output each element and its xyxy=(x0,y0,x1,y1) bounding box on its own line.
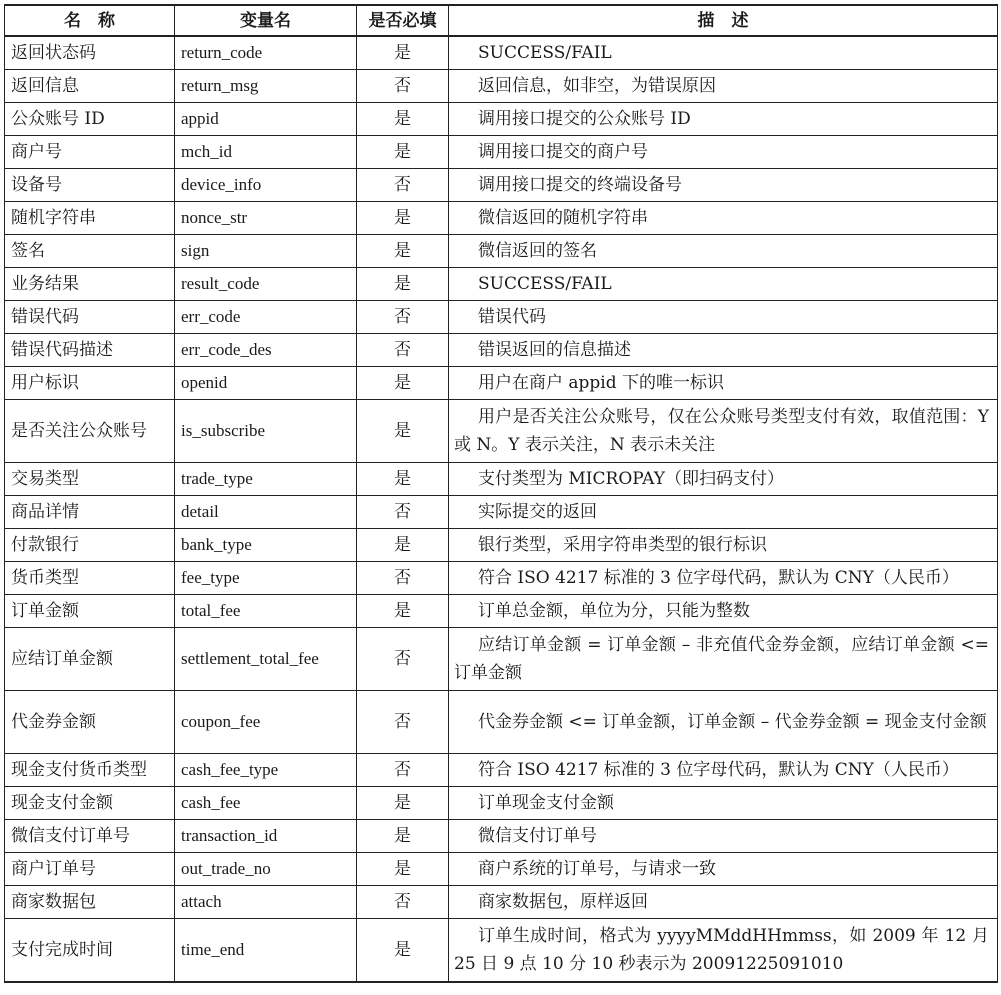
cell-description: 银行类型，采用字符串类型的银行标识 xyxy=(449,529,998,562)
cell-description: 订单现金支付金额 xyxy=(449,787,998,820)
cell-variable: cash_fee_type xyxy=(175,754,357,787)
cell-variable: appid xyxy=(175,103,357,136)
table-row xyxy=(5,628,998,691)
cell-description: 调用接口提交的商户号 xyxy=(449,136,998,169)
cell-required: 否 xyxy=(357,301,449,334)
cell-required: 否 xyxy=(357,70,449,103)
cell-variable: return_code xyxy=(175,36,357,70)
cell-name: 错误代码 xyxy=(5,301,175,334)
header-variable: 变量名 xyxy=(175,5,357,36)
cell-required: 是 xyxy=(357,235,449,268)
cell-name: 是否关注公众账号 xyxy=(5,400,175,463)
table-row xyxy=(5,400,998,463)
cell-required: 是 xyxy=(357,919,449,983)
table-row xyxy=(5,70,998,103)
cell-name: 商户订单号 xyxy=(5,853,175,886)
cell-variable: transaction_id xyxy=(175,820,357,853)
cell-description: 支付类型为 MICROPAY（即扫码支付） xyxy=(449,463,998,496)
cell-name: 返回状态码 xyxy=(5,36,175,70)
cell-variable: return_msg xyxy=(175,70,357,103)
cell-required: 否 xyxy=(357,334,449,367)
table-row xyxy=(5,562,998,595)
cell-variable: coupon_fee xyxy=(175,691,357,754)
cell-variable: err_code_des xyxy=(175,334,357,367)
cell-name: 设备号 xyxy=(5,169,175,202)
cell-name: 业务结果 xyxy=(5,268,175,301)
header-description: 描 述 xyxy=(449,5,998,36)
cell-name: 随机字符串 xyxy=(5,202,175,235)
cell-required: 是 xyxy=(357,136,449,169)
header-row xyxy=(5,5,998,36)
table-row xyxy=(5,301,998,334)
table-row xyxy=(5,529,998,562)
cell-description: 应结订单金额 = 订单金额 – 非充值代金券金额，应结订单金额 <= 订单金额 xyxy=(449,628,998,691)
table-body xyxy=(5,36,998,982)
table-row xyxy=(5,754,998,787)
cell-description: 用户是否关注公众账号，仅在公众账号类型支付有效，取值范围：Y 或 N。Y 表示关注，N 表示未关注 xyxy=(449,400,998,463)
cell-name: 代金券金额 xyxy=(5,691,175,754)
cell-required: 是 xyxy=(357,268,449,301)
cell-name: 现金支付货币类型 xyxy=(5,754,175,787)
cell-description: 微信返回的随机字符串 xyxy=(449,202,998,235)
cell-variable: detail xyxy=(175,496,357,529)
cell-name: 返回信息 xyxy=(5,70,175,103)
table-row xyxy=(5,136,998,169)
cell-name: 订单金额 xyxy=(5,595,175,628)
table-header xyxy=(5,5,998,36)
table-row xyxy=(5,169,998,202)
cell-description: SUCCESS/FAIL xyxy=(449,268,998,301)
table-row xyxy=(5,463,998,496)
cell-required: 否 xyxy=(357,496,449,529)
cell-variable: bank_type xyxy=(175,529,357,562)
cell-name: 商户号 xyxy=(5,136,175,169)
cell-description: 返回信息，如非空，为错误原因 xyxy=(449,70,998,103)
cell-variable: nonce_str xyxy=(175,202,357,235)
cell-description: 实际提交的返回 xyxy=(449,496,998,529)
cell-variable: mch_id xyxy=(175,136,357,169)
table-row xyxy=(5,202,998,235)
cell-variable: is_subscribe xyxy=(175,400,357,463)
cell-variable: out_trade_no xyxy=(175,853,357,886)
cell-description: 微信支付订单号 xyxy=(449,820,998,853)
cell-variable: fee_type xyxy=(175,562,357,595)
table-row xyxy=(5,886,998,919)
cell-variable: time_end xyxy=(175,919,357,983)
cell-description: 微信返回的签名 xyxy=(449,235,998,268)
table-row xyxy=(5,334,998,367)
table-row xyxy=(5,235,998,268)
cell-required: 否 xyxy=(357,169,449,202)
cell-variable: openid xyxy=(175,367,357,400)
cell-variable: err_code xyxy=(175,301,357,334)
table-row xyxy=(5,496,998,529)
cell-name: 用户标识 xyxy=(5,367,175,400)
cell-name: 现金支付金额 xyxy=(5,787,175,820)
cell-required: 是 xyxy=(357,202,449,235)
cell-variable: attach xyxy=(175,886,357,919)
cell-required: 是 xyxy=(357,787,449,820)
cell-name: 商家数据包 xyxy=(5,886,175,919)
cell-required: 是 xyxy=(357,463,449,496)
cell-name: 支付完成时间 xyxy=(5,919,175,983)
table-row xyxy=(5,853,998,886)
cell-variable: trade_type xyxy=(175,463,357,496)
cell-description: 订单总金额，单位为分，只能为整数 xyxy=(449,595,998,628)
cell-required: 是 xyxy=(357,367,449,400)
header-required: 是否必填 xyxy=(357,5,449,36)
cell-description: 调用接口提交的终端设备号 xyxy=(449,169,998,202)
table-row xyxy=(5,919,998,983)
cell-description: 订单生成时间，格式为 yyyyMMddHHmmss，如 2009 年 12 月 25 日 9 点 10 分 10 秒表示为 20091225091010 xyxy=(449,919,998,983)
cell-description: 错误代码 xyxy=(449,301,998,334)
cell-variable: total_fee xyxy=(175,595,357,628)
table-row xyxy=(5,595,998,628)
table-row xyxy=(5,367,998,400)
cell-name: 交易类型 xyxy=(5,463,175,496)
cell-required: 否 xyxy=(357,691,449,754)
cell-name: 签名 xyxy=(5,235,175,268)
cell-variable: settlement_total_fee xyxy=(175,628,357,691)
return-parameters-table xyxy=(4,4,998,983)
table-row xyxy=(5,103,998,136)
cell-required: 否 xyxy=(357,562,449,595)
table-row xyxy=(5,268,998,301)
cell-required: 是 xyxy=(357,820,449,853)
table-row xyxy=(5,36,998,70)
cell-required: 是 xyxy=(357,36,449,70)
table-row xyxy=(5,820,998,853)
cell-required: 否 xyxy=(357,754,449,787)
cell-description: 调用接口提交的公众账号 ID xyxy=(449,103,998,136)
cell-description: SUCCESS/FAIL xyxy=(449,36,998,70)
cell-required: 是 xyxy=(357,595,449,628)
cell-description: 代金券金额 <= 订单金额，订单金额 – 代金券金额 = 现金支付金额 xyxy=(449,691,998,754)
cell-description: 商家数据包，原样返回 xyxy=(449,886,998,919)
cell-name: 商品详情 xyxy=(5,496,175,529)
cell-required: 否 xyxy=(357,886,449,919)
table-row xyxy=(5,691,998,754)
cell-name: 公众账号 ID xyxy=(5,103,175,136)
cell-required: 是 xyxy=(357,853,449,886)
cell-name: 错误代码描述 xyxy=(5,334,175,367)
cell-variable: sign xyxy=(175,235,357,268)
cell-name: 货币类型 xyxy=(5,562,175,595)
cell-description: 错误返回的信息描述 xyxy=(449,334,998,367)
table-row xyxy=(5,787,998,820)
cell-required: 是 xyxy=(357,103,449,136)
cell-description: 符合 ISO 4217 标准的 3 位字母代码，默认为 CNY（人民币） xyxy=(449,754,998,787)
cell-name: 应结订单金额 xyxy=(5,628,175,691)
cell-required: 是 xyxy=(357,400,449,463)
cell-variable: device_info xyxy=(175,169,357,202)
cell-variable: result_code xyxy=(175,268,357,301)
cell-required: 是 xyxy=(357,529,449,562)
cell-name: 微信支付订单号 xyxy=(5,820,175,853)
cell-name: 付款银行 xyxy=(5,529,175,562)
header-name: 名 称 xyxy=(5,5,175,36)
cell-description: 符合 ISO 4217 标准的 3 位字母代码，默认为 CNY（人民币） xyxy=(449,562,998,595)
cell-required: 否 xyxy=(357,628,449,691)
cell-variable: cash_fee xyxy=(175,787,357,820)
cell-description: 用户在商户 appid 下的唯一标识 xyxy=(449,367,998,400)
cell-description: 商户系统的订单号，与请求一致 xyxy=(449,853,998,886)
